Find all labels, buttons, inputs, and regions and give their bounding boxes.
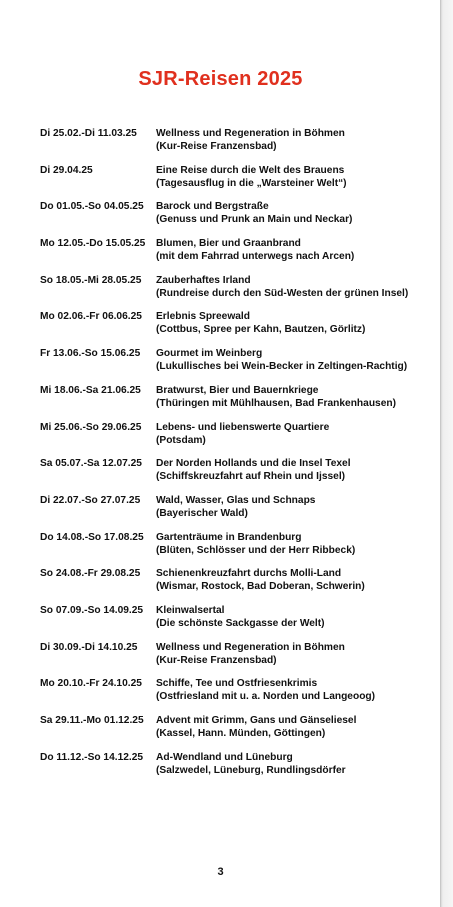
trip-detail: (Salzwedel, Lüneburg, Rundlingsdörfer <box>156 764 346 776</box>
page-number: 3 <box>217 866 224 878</box>
trip-description <box>156 384 430 410</box>
trip-date: Do 14.08.-So 17.08.25 <box>40 531 144 543</box>
trip-title: Schiffe, Tee und Ostfriesenkrimis <box>156 678 318 690</box>
trip-date: Do 11.12.-So 14.12.25 <box>40 751 144 763</box>
trip-title: Ad-Wendland und Lüneburg <box>156 751 293 763</box>
trip-date: Mi 18.06.-Sa 21.06.25 <box>40 384 141 396</box>
trip-entry <box>40 494 430 531</box>
trip-title: Wellness und Regeneration in Böhmen <box>156 641 345 653</box>
trip-date: Di 25.02.-Di 11.03.25 <box>40 128 137 139</box>
trip-title: Erlebnis Spreewald <box>156 311 250 323</box>
trip-entry <box>40 421 430 458</box>
trip-entry <box>40 531 430 568</box>
trip-entry <box>40 714 430 751</box>
trip-detail: (Die schönste Sackgasse der Welt) <box>156 617 325 629</box>
trip-title: Advent mit Grimm, Gans und Gänseliesel <box>156 715 357 726</box>
trip-title: Gourmet im Weinberg <box>156 348 263 360</box>
trip-date: Sa 05.07.-Sa 12.07.25 <box>40 458 142 470</box>
trip-title: Kleinwalsertal <box>156 604 225 616</box>
trip-description <box>156 531 430 557</box>
trip-date: Mo 20.10.-Fr 24.10.25 <box>40 678 142 690</box>
trip-title: Zauberhaftes Irland <box>156 274 251 286</box>
trip-detail: (Rundreise durch den Süd-Westen der grünen Insel) <box>156 287 409 299</box>
trip-detail: (Blüten, Schlösser und der Herr Ribbeck) <box>156 544 356 556</box>
trip-description <box>156 457 430 483</box>
trip-entry <box>40 677 430 714</box>
trip-description <box>156 274 430 300</box>
trip-date: Di 22.07.-So 27.07.25 <box>40 494 141 506</box>
trip-detail: (Bayerischer Wald) <box>156 507 248 519</box>
trip-entry <box>40 347 430 384</box>
trip-entry <box>40 127 430 164</box>
trip-title: Barock und Bergstraße <box>156 201 269 213</box>
trip-description <box>156 421 430 447</box>
trip-entry <box>40 457 430 494</box>
trip-description <box>156 200 430 226</box>
trip-date: Sa 29.11.-Mo 01.12.25 <box>40 715 144 726</box>
trip-date: Do 01.05.-So 04.05.25 <box>40 201 144 213</box>
trip-date: Mi 25.06.-So 29.06.25 <box>40 421 142 433</box>
trip-entry <box>40 751 430 788</box>
trip-date: Fr 13.06.-So 15.06.25 <box>40 348 141 360</box>
trip-title: Schienenkreuzfahrt durchs Molli-Land <box>156 568 342 580</box>
trip-title: Wald, Wasser, Glas und Schnaps <box>156 494 316 506</box>
trip-date: So 24.08.-Fr 29.08.25 <box>40 568 141 580</box>
trip-detail: (Thüringen mit Mühlhausen, Bad Frankenhausen) <box>156 397 396 409</box>
trip-title: Bratwurst, Bier und Bauernkriege <box>156 384 319 396</box>
trip-description <box>156 751 430 777</box>
trip-date: So 07.09.-So 14.09.25 <box>40 604 144 616</box>
trip-title: Gartenträume in Brandenburg <box>156 531 302 543</box>
trip-detail: (Ostfriesland mit u. a. Norden und Langeoog) <box>156 691 376 703</box>
trip-title: Der Norden Hollands und die Insel Texel <box>156 458 351 470</box>
trip-description <box>156 567 430 593</box>
trip-detail: (Kassel, Hann. Münden, Göttingen) <box>156 728 326 739</box>
trip-title: Lebens- und liebenswerte Quartiere <box>156 421 330 433</box>
trip-detail: (Cottbus, Spree per Kahn, Bautzen, Görlitz) <box>156 324 366 336</box>
trip-detail: (Potsdam) <box>156 434 206 446</box>
trip-date: Mo 12.05.-Do 15.05.25 <box>40 238 146 250</box>
trip-detail: (Tagesausflug in die „Warsteiner Welt“) <box>156 177 347 189</box>
trip-title: Eine Reise durch die Welt des Brauens <box>156 164 345 176</box>
trip-detail: (Schiffskreuzfahrt auf Rhein und Ijssel) <box>156 471 346 483</box>
trip-entry <box>40 274 430 311</box>
trip-description <box>156 494 430 520</box>
trip-description <box>156 310 430 336</box>
trip-entry <box>40 310 430 347</box>
trip-title: Wellness und Regeneration in Böhmen <box>156 128 345 139</box>
trip-entry <box>40 641 430 678</box>
trip-date: So 18.05.-Mi 28.05.25 <box>40 274 142 286</box>
trip-description <box>156 347 430 373</box>
page-title: SJR-Reisen 2025 <box>138 68 303 90</box>
trip-detail: (Lukullisches bei Wein-Becker in Zeltingen-Rachtig) <box>156 361 408 373</box>
trip-description <box>156 714 430 740</box>
trip-entry <box>40 567 430 604</box>
trip-detail: (Kur-Reise Franzensbad) <box>156 654 277 666</box>
trip-description <box>156 164 430 190</box>
trip-date: Di 30.09.-Di 14.10.25 <box>40 641 138 653</box>
trip-entry <box>40 604 430 641</box>
page-edge-shadow <box>440 0 453 907</box>
trip-detail: (mit dem Fahrrad unterwegs nach Arcen) <box>156 251 355 263</box>
trip-entry <box>40 200 430 237</box>
trip-entry <box>40 237 430 274</box>
trip-title: Blumen, Bier und Graanbrand <box>156 238 301 250</box>
trip-entry <box>40 384 430 421</box>
trip-description <box>156 677 430 703</box>
trip-description <box>156 237 430 263</box>
trip-entry <box>40 164 430 201</box>
trip-date: Mo 02.06.-Fr 06.06.25 <box>40 311 142 323</box>
trip-detail: (Wismar, Rostock, Bad Doberan, Schwerin) <box>156 581 365 593</box>
trip-date: Di 29.04.25 <box>40 164 93 176</box>
trip-description <box>156 604 430 630</box>
trip-detail: (Genuss und Prunk an Main und Neckar) <box>156 214 353 226</box>
trip-description <box>156 641 430 667</box>
trip-list <box>40 127 430 787</box>
trip-detail: (Kur-Reise Franzensbad) <box>156 141 277 152</box>
trip-description <box>156 127 430 153</box>
